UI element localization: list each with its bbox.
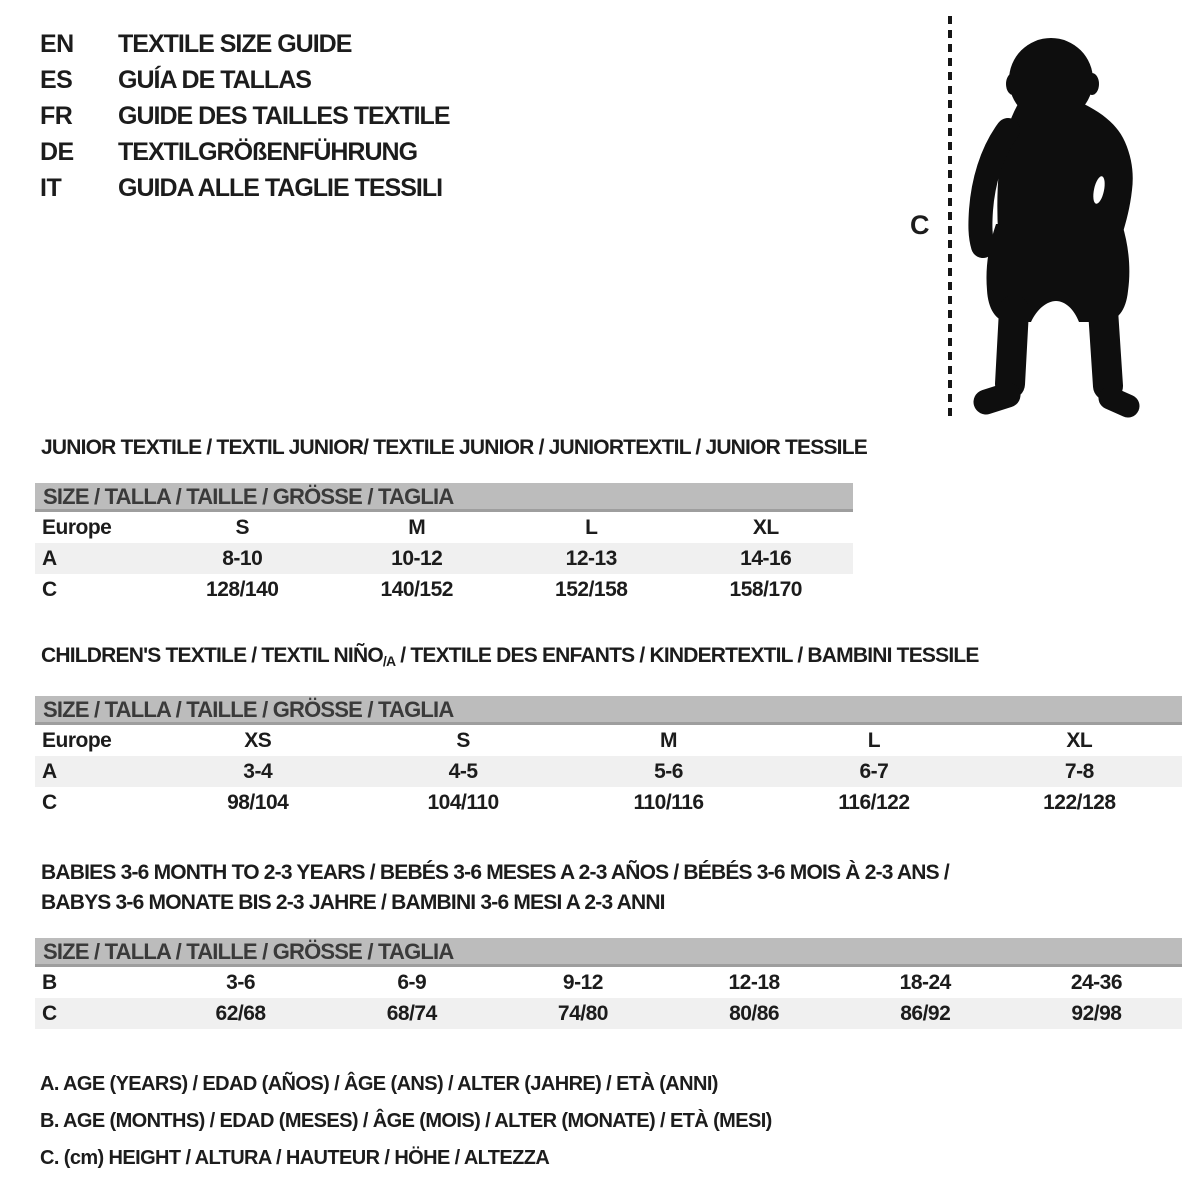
row-label-cell: C <box>42 790 57 814</box>
title-text: BABYS 3-6 MONATE BIS 2-3 JAHRE / BAMBINI 3-6 MESI A 2-3 ANNI <box>41 891 665 914</box>
value-cell: 6-7 <box>859 759 889 783</box>
size-table <box>35 483 853 605</box>
section-title <box>41 437 1182 459</box>
language-code: FR <box>40 101 73 130</box>
value-cell: 122/128 <box>1043 790 1116 814</box>
value-cell: 14-16 <box>740 546 792 570</box>
row-label-cell: Europe <box>42 728 112 752</box>
title-text: CHILDREN'S TEXTILE / TEXTIL NIÑO <box>41 644 383 667</box>
value-cell: 98/104 <box>227 790 289 814</box>
title-text: / TEXTILE DES ENFANTS / KINDERTEXTIL / BAMBINI TESSILE <box>395 644 979 667</box>
table-rows <box>35 725 1182 818</box>
table-row <box>35 756 1182 787</box>
language-row <box>40 134 450 170</box>
value-cell: 62/68 <box>215 1001 266 1025</box>
legend-line: A. AGE (YEARS) / EDAD (AÑOS) / ÂGE (ANS) / ALTER (JAHRE) / ETÀ (ANNI) <box>40 1073 718 1095</box>
table-row <box>35 967 1182 998</box>
value-cell: 104/110 <box>427 790 499 814</box>
table-row <box>35 543 853 574</box>
section-title-line <box>41 645 1182 672</box>
language-code: ES <box>40 65 73 94</box>
value-cell: XL <box>1066 728 1093 752</box>
language-label: GUÍA DE TALLAS <box>118 65 311 94</box>
value-cell: 4-5 <box>448 759 478 783</box>
value-cell: S <box>456 728 470 752</box>
section-children <box>35 645 1182 818</box>
language-row <box>40 62 450 98</box>
language-code: DE <box>40 137 74 166</box>
language-label: TEXTILGRÖßENFÜHRUNG <box>118 137 418 166</box>
value-cell: 7-8 <box>1064 759 1094 783</box>
table-header: SIZE / TALLA / TAILLE / GRÖSSE / TAGLIA <box>35 696 1182 725</box>
section-babies <box>35 858 1182 1029</box>
value-cell: L <box>867 728 881 752</box>
value-cell: XS <box>244 728 272 752</box>
section-title-line <box>41 858 1182 888</box>
value-cell: 12-18 <box>728 970 780 994</box>
row-label-cell: Europe <box>42 515 112 539</box>
title-text: BABIES 3-6 MONTH TO 2-3 YEARS / BEBÉS 3-6 MESES A 2-3 AÑOS / BÉBÉS 3-6 MOIS À 2-3 ANS / <box>41 861 949 884</box>
height-dashed-line <box>948 16 952 418</box>
value-cell: 12-13 <box>565 546 617 570</box>
toddler-silhouette-icon <box>958 18 1142 420</box>
row-label-cell: C <box>42 577 57 601</box>
table-row <box>35 512 853 543</box>
language-label: TEXTILE SIZE GUIDE <box>118 29 352 58</box>
row-label-cell: A <box>42 759 57 783</box>
row-label-cell: A <box>42 546 57 570</box>
table-header: SIZE / TALLA / TAILLE / GRÖSSE / TAGLIA <box>35 938 1182 967</box>
section-junior <box>35 437 1182 605</box>
table-row <box>35 998 1182 1029</box>
table-row <box>35 787 1182 818</box>
value-cell: L <box>585 515 598 539</box>
legend <box>40 1066 772 1177</box>
table-rows <box>35 967 1182 1029</box>
value-cell: 10-12 <box>391 546 443 570</box>
value-cell: 6-9 <box>397 970 427 994</box>
row-label-cell: C <box>42 1001 57 1025</box>
title-text: JUNIOR TEXTILE / TEXTIL JUNIOR/ TEXTILE JUNIOR / JUNIORTEXTIL / JUNIOR TESSILE <box>41 436 867 459</box>
language-code: IT <box>40 173 62 202</box>
value-cell: XL <box>752 515 779 539</box>
value-cell: 5-6 <box>654 759 683 783</box>
size-tables <box>35 437 1182 1069</box>
value-cell: 116/122 <box>838 790 910 814</box>
legend-line: C. (cm) HEIGHT / ALTURA / HAUTEUR / HÖHE / ALTEZZA <box>40 1147 550 1169</box>
value-cell: 110/116 <box>633 790 704 814</box>
value-cell: 24-36 <box>1070 970 1123 994</box>
section-title-line <box>41 437 1182 459</box>
value-cell: 3-6 <box>226 970 256 994</box>
table-header: SIZE / TALLA / TAILLE / GRÖSSE / TAGLIA <box>35 483 853 512</box>
language-label: GUIDA ALLE TAGLIE TESSILI <box>118 173 443 202</box>
language-row <box>40 26 450 62</box>
size-table <box>35 938 1182 1029</box>
value-cell: 8-10 <box>222 546 263 570</box>
value-cell: 92/98 <box>1071 1001 1122 1025</box>
value-cell: 86/92 <box>900 1001 951 1025</box>
value-cell: 152/158 <box>555 577 628 601</box>
value-cell: 158/170 <box>729 577 802 601</box>
value-cell: 140/152 <box>380 577 453 601</box>
value-cell: M <box>660 728 678 752</box>
table-rows <box>35 512 853 605</box>
language-code: EN <box>40 29 74 58</box>
value-cell: S <box>235 515 249 539</box>
value-cell: 68/74 <box>386 1001 437 1025</box>
section-title <box>41 645 1182 672</box>
row-label-cell: B <box>42 970 57 994</box>
language-label: GUIDE DES TAILLES TEXTILE <box>118 101 450 130</box>
legend-line: B. AGE (MONTHS) / EDAD (MESES) / ÂGE (MOIS) / ALTER (MONATE) / ETÀ (MESI) <box>40 1110 772 1132</box>
section-title <box>41 858 1182 918</box>
size-table <box>35 696 1182 818</box>
section-title-line <box>41 888 1182 918</box>
language-list <box>40 26 450 206</box>
language-row <box>40 170 450 206</box>
table-row <box>35 574 853 605</box>
value-cell: 128/140 <box>206 577 279 601</box>
value-cell: M <box>408 515 426 539</box>
value-cell: 80/86 <box>729 1001 780 1025</box>
table-row <box>35 725 1182 756</box>
title-text: /A <box>382 653 396 669</box>
value-cell: 9-12 <box>562 970 603 994</box>
value-cell: 18-24 <box>899 970 951 994</box>
language-row <box>40 98 450 134</box>
height-measure-label: C <box>910 210 930 240</box>
value-cell: 3-4 <box>243 759 273 783</box>
value-cell: 74/80 <box>557 1001 608 1025</box>
